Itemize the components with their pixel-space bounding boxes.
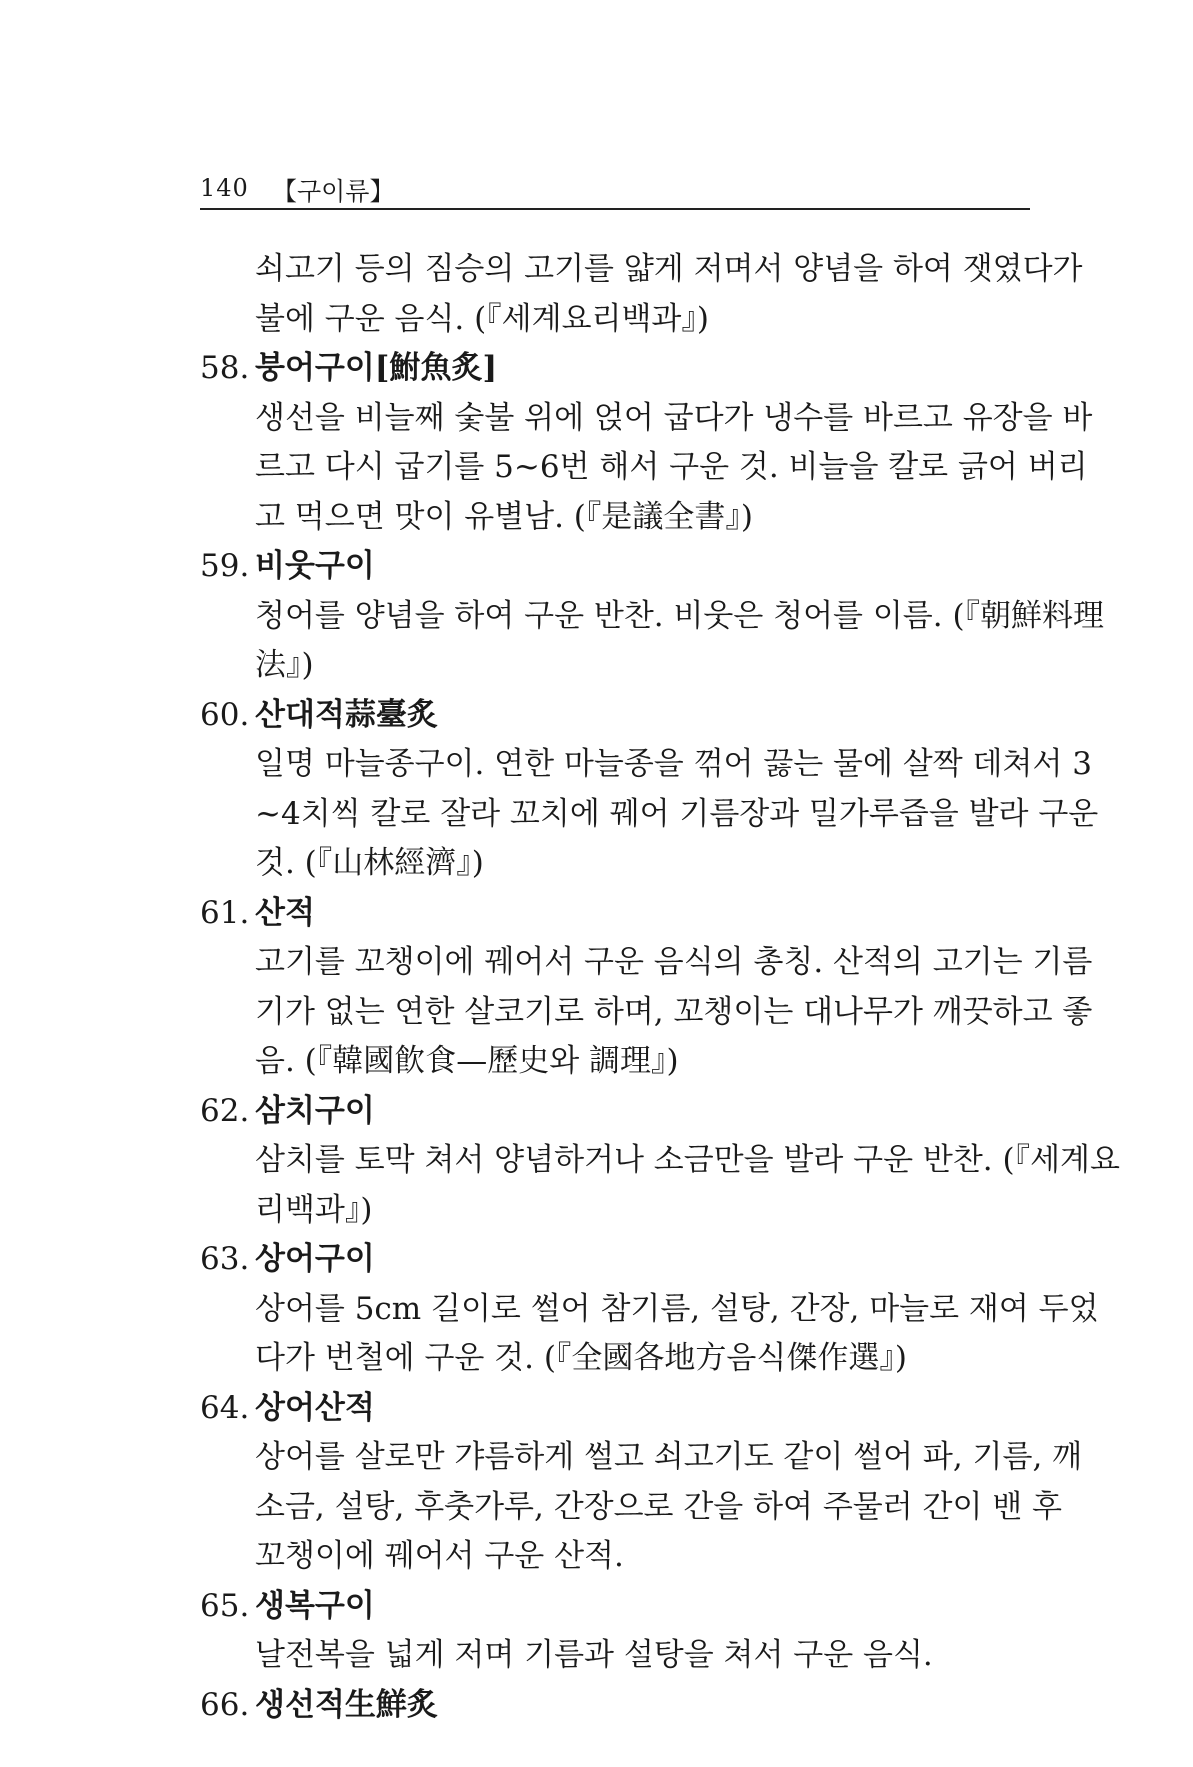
entry-title: 상어산적 — [255, 1389, 375, 1426]
entry-number: 64. — [200, 1389, 250, 1426]
body-line: 불에 구운 음식. (『세계요리백과』) — [255, 300, 709, 337]
body-line: 리백과』) — [255, 1191, 373, 1228]
entry-number: 58. — [200, 350, 250, 386]
body-line: 상어를 5cm 길이로 썰어 참기름, 설탕, 간장, 마늘로 재여 두었 — [255, 1290, 1099, 1327]
page-header — [200, 166, 1030, 210]
entry-number: 62. — [200, 1092, 250, 1129]
body-line: 꼬챙이에 꿰어서 구운 산적. — [255, 1538, 624, 1574]
body-line: 法』) — [255, 647, 314, 683]
body-line: 일명 마늘종구이. 연한 마늘종을 꺾어 끓는 물에 살짝 데쳐서 3 — [255, 746, 1092, 782]
body-line: 고 먹으면 맛이 유별남. (『是議全書』) — [255, 498, 753, 535]
entry-title: 생복구이 — [255, 1587, 375, 1624]
body-line: 다가 번철에 구운 것. (『全國各地方음식傑作選』) — [255, 1340, 907, 1376]
entry-heading — [200, 1681, 1030, 1731]
entry-number: 65. — [200, 1587, 250, 1624]
entry-title: 산적 — [255, 894, 315, 931]
section-title: 【구이류】 — [272, 177, 395, 206]
body-line: 것. (『山林經濟』) — [255, 845, 484, 881]
body-line: 고기를 꼬챙이에 꿰어서 구운 음식의 총칭. 산적의 고기는 기름 — [255, 944, 1093, 980]
entry-heading — [200, 1384, 1030, 1434]
entry-heading — [200, 1235, 1030, 1285]
entry-number: 60. — [200, 696, 250, 733]
body-line: 청어를 양념을 하여 구운 반찬. 비웃은 청어를 이름. (『朝鮮料理 — [255, 597, 1105, 634]
body-line: 쇠고기 등의 짐승의 고기를 얇게 저며서 양념을 하여 잿였다가 — [255, 251, 1083, 287]
body-line: 생선을 비늘째 숯불 위에 얹어 굽다가 냉수를 바르고 유장을 바 — [255, 399, 1093, 436]
body-line: 르고 다시 굽기를 5~6번 해서 구운 것. 비늘을 칼로 긁어 버리 — [255, 449, 1088, 485]
entry-title: 상어구이 — [255, 1241, 375, 1277]
document-body — [200, 245, 1120, 1730]
entry-heading — [200, 542, 1030, 592]
entry-number: 59. — [200, 548, 250, 584]
body-line: 삼치를 토막 쳐서 양념하거나 소금만을 발라 구운 반찬. (『세계요 — [255, 1142, 1120, 1178]
entry-heading — [200, 1582, 1030, 1632]
entry-title: 삼치구이 — [255, 1092, 375, 1129]
entry-heading — [200, 889, 1030, 939]
entry-title: 붕어구이[鮒魚炙] — [255, 350, 498, 386]
body-line: 음. (『韓國飮食—歷史와 調理』) — [255, 1043, 679, 1079]
entry-heading — [200, 691, 1030, 741]
body-line: ~4치씩 칼로 잘라 꼬치에 꿰어 기름장과 밀가루즙을 발라 구운 — [255, 795, 1099, 832]
body-line: 날전복을 넓게 저며 기름과 설탕을 쳐서 구운 음식. — [255, 1637, 933, 1673]
body-line: 상어를 살로만 갸름하게 썰고 쇠고기도 같이 썰어 파, 기름, 깨 — [255, 1439, 1083, 1475]
entry-heading — [200, 344, 1030, 394]
entry-number: 66. — [200, 1686, 250, 1723]
entry-number: 61. — [200, 894, 250, 931]
entry-heading — [200, 1087, 1030, 1137]
entry-title: 생선적生鮮炙 — [255, 1686, 438, 1723]
entry-title: 산대적蒜臺炙 — [255, 696, 438, 733]
body-line: 소금, 설탕, 후춧가루, 간장으로 간을 하여 주물러 간이 밴 후 — [255, 1488, 1063, 1525]
body-line: 기가 없는 연한 살코기로 하며, 꼬챙이는 대나무가 깨끗하고 좋 — [255, 993, 1093, 1030]
page-number: 140 — [200, 174, 249, 202]
entry-title: 비웃구이 — [255, 548, 375, 584]
entry-number: 63. — [200, 1241, 250, 1277]
